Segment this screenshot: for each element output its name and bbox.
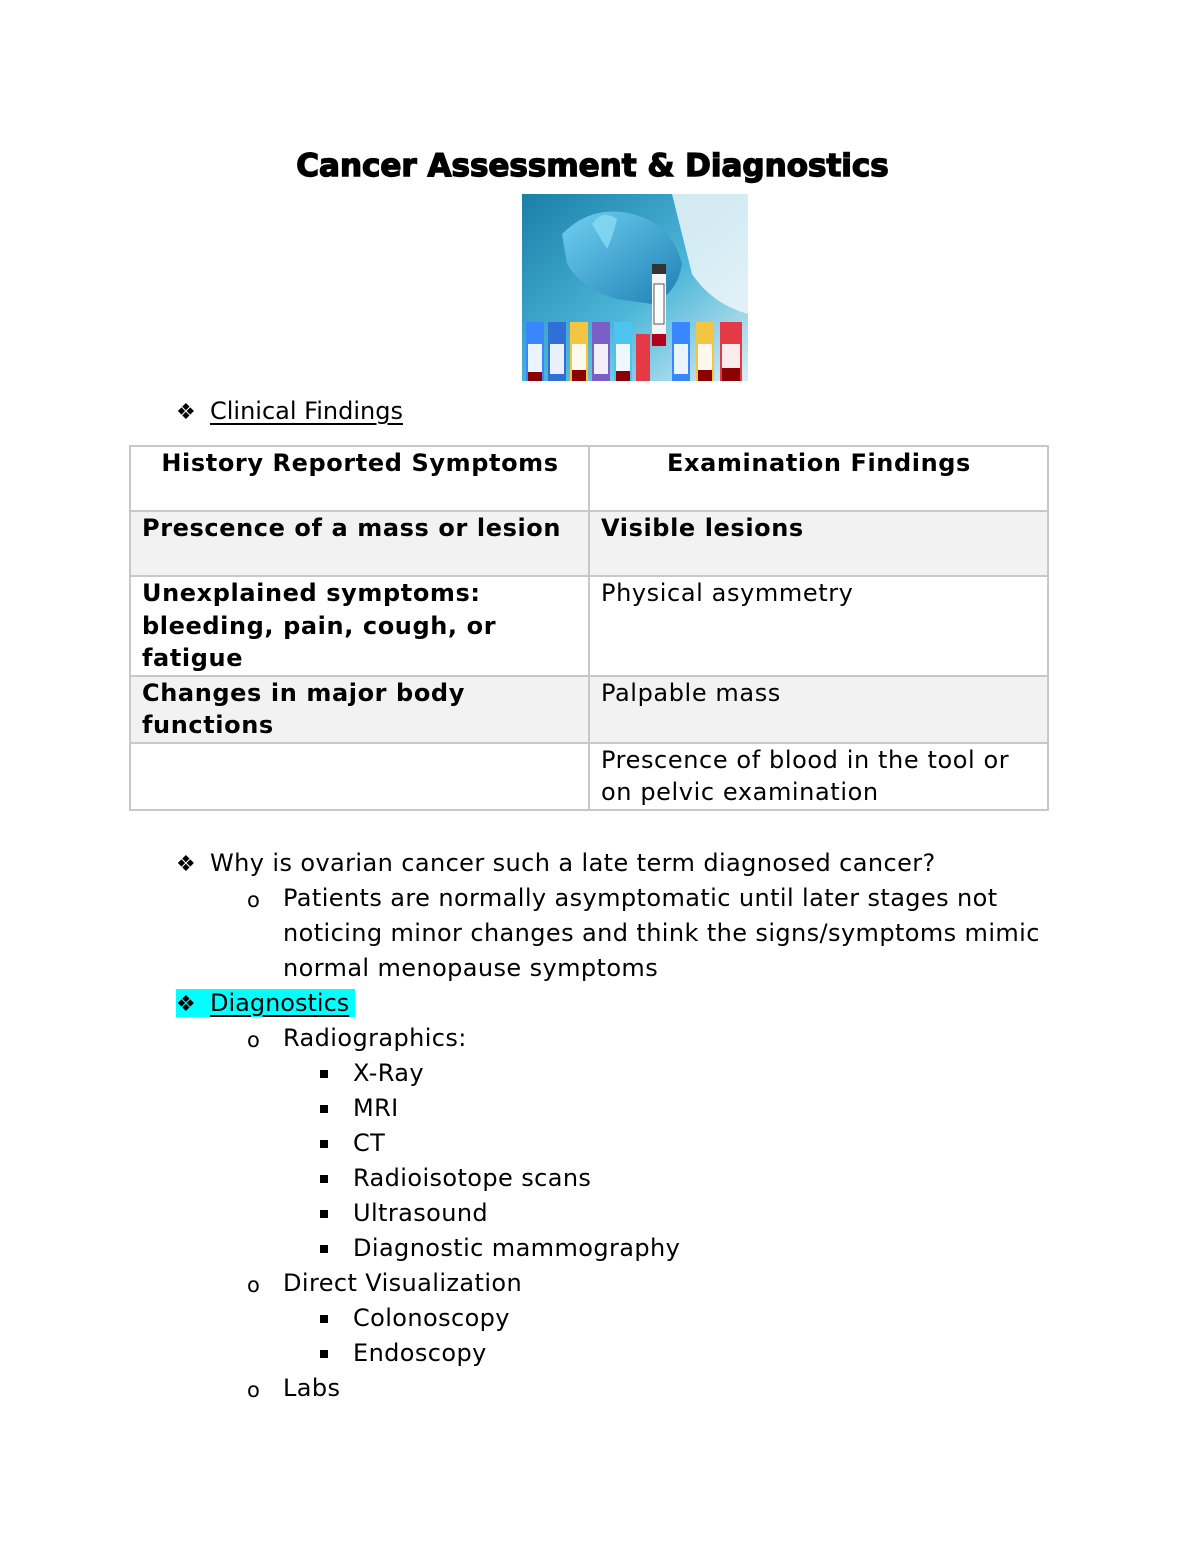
circle-bullet-icon: o [247,1273,261,1297]
table-cell-history: Unexplained symptoms: bleeding, pain, cough, or fatigue [130,576,589,676]
table-row [130,743,1048,810]
item-text: CT [353,1129,386,1157]
circle-bullet-icon: o [247,1378,261,1402]
photo-illustration [522,194,748,381]
list-item [353,1126,1043,1161]
item-text: Endoscopy [353,1339,487,1367]
table-row [130,676,1048,743]
item-text: Radioisotope scans [353,1164,592,1192]
answer-text: Patients are normally asymptomatic until later stages not noticing minor changes and think the signs/symptoms mimic normal menopause symptoms [283,884,1040,982]
item-text: Colonoscopy [353,1304,510,1332]
table-header-examination: Examination Findings [589,446,1048,511]
group-label: Direct Visualization [283,1269,523,1297]
item-text: Diagnostic mammography [353,1234,681,1262]
square-bullet-icon [320,1350,328,1358]
clinical-findings-heading [176,394,403,430]
table-cell-examination: Prescence of blood in the tool or on pelvic examination [589,743,1048,810]
square-bullet-icon [320,1315,328,1323]
square-bullet-icon [320,1210,328,1218]
diagnostics-heading [176,986,355,1022]
group-label: Labs [283,1374,341,1402]
diamond-bullet-icon: ❖ [176,400,196,425]
item-text: X-Ray [353,1059,424,1087]
sub-list [283,1056,1043,1266]
table-cell-history: Prescence of a mass or lesion [130,511,589,576]
item-text: Ultrasound [353,1199,489,1227]
sub-list [283,1301,1043,1371]
clinical-findings-label: Clinical Findings [210,397,403,425]
table-cell-examination: Visible lesions [589,511,1048,576]
list-item [353,1231,1043,1266]
list-item [247,1021,1043,1056]
list-item [353,1091,1043,1126]
table-row [130,511,1048,576]
circle-bullet-icon: o [247,1028,261,1052]
list-item [247,881,1043,986]
table-cell-history: Changes in major body functions [130,676,589,743]
table-cell-examination: Palpable mass [589,676,1048,743]
list-item [353,1336,1043,1371]
lab-blood-tubes-photo [522,194,748,381]
diagnostics-highlight [176,989,355,1017]
table-row [130,576,1048,676]
question-text: Why is ovarian cancer such a late term diagnosed cancer? [210,849,936,877]
square-bullet-icon [320,1175,328,1183]
diamond-bullet-icon: ❖ [176,992,196,1017]
diamond-bullet-icon: ❖ [176,852,197,877]
table-cell-examination: Physical asymmetry [589,576,1048,676]
square-bullet-icon [320,1070,328,1078]
square-bullet-icon [320,1245,328,1253]
list-item [353,1301,1043,1336]
diagnostics-list [247,1021,1043,1406]
table-header-row [130,446,1048,511]
table-header-history: History Reported Symptoms [130,446,589,511]
diagnostics-label: Diagnostics [210,989,350,1017]
circle-bullet-icon: o [247,888,261,912]
item-text: MRI [353,1094,399,1122]
clinical-findings-table [129,445,1049,811]
ovarian-question [176,846,936,882]
page-title: Cancer Assessment & Diagnostics [296,148,889,184]
list-item [247,1371,1043,1406]
list-item [353,1056,1043,1091]
question-answer [247,881,1043,986]
group-label: Radiographics: [283,1024,467,1052]
list-item [247,1266,1043,1301]
list-item [353,1196,1043,1231]
list-item [353,1161,1043,1196]
square-bullet-icon [320,1140,328,1148]
table-cell-history [130,743,589,810]
square-bullet-icon [320,1105,328,1113]
